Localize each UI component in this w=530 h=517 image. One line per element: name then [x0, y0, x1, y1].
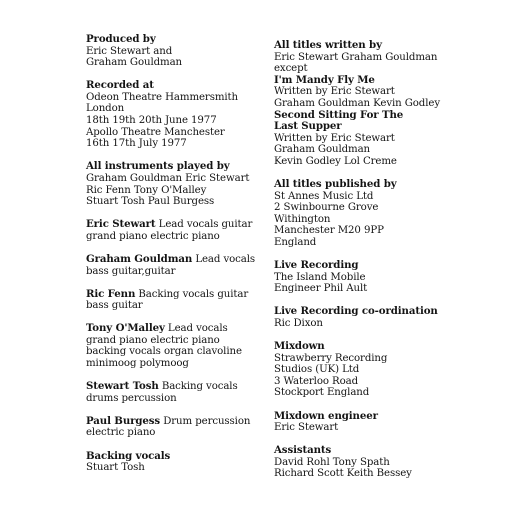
credit-line: Graham Gouldman	[86, 57, 183, 69]
credit-line: Eric Stewart Graham Gouldman	[274, 51, 438, 63]
credit-block-assistants	[274, 445, 514, 480]
credit-block-mixdown-engineer	[274, 411, 514, 434]
credit-block-coordination	[274, 306, 514, 329]
credit-block-tony-omalley	[86, 323, 286, 369]
credit-heading: Backing vocals	[86, 449, 171, 462]
credit-block-writers	[274, 40, 514, 168]
right-credits-column	[274, 40, 514, 480]
song-title: I'm Mandy Fly Me	[274, 73, 375, 86]
credit-line: bass guitar	[86, 300, 143, 312]
credit-line: electric piano	[86, 427, 156, 439]
musician-line	[86, 381, 286, 393]
musician-line	[86, 323, 286, 335]
credit-line: The Island Mobile	[274, 271, 366, 283]
credit-line: Studios (UK) Ltd	[274, 364, 360, 376]
credit-line: Stuart Tosh	[86, 462, 145, 474]
credit-heading: Live Recording	[274, 259, 359, 272]
musician-role: Lead vocals guitar	[155, 219, 253, 231]
credit-block-eric-stewart	[86, 219, 286, 242]
credit-line: 16th 17th July 1977	[86, 138, 187, 150]
musician-role: Lead vocals	[192, 253, 256, 265]
credit-line: Withington	[274, 213, 331, 225]
musician-name: Ric Fenn	[86, 287, 136, 300]
credit-line: Graham Gouldman Eric Stewart	[86, 172, 250, 184]
credit-heading: Produced by	[86, 33, 156, 45]
credit-line: 3 Waterloo Road	[274, 375, 359, 387]
credit-block-mixdown	[274, 341, 514, 399]
musician-line	[86, 416, 286, 428]
credit-line: Stuart Tosh Paul Burgess	[86, 196, 215, 208]
credit-line: except	[274, 63, 308, 75]
credit-line: Eric Stewart	[274, 422, 339, 434]
credit-line: Written by Eric Stewart	[274, 132, 395, 144]
credit-block-ric-fenn	[86, 289, 286, 312]
credit-heading: All titles written by	[274, 39, 382, 51]
credit-block-paul-burgess	[86, 416, 286, 439]
credit-block-backing-vocals	[86, 451, 286, 474]
credit-heading: Mixdown engineer	[274, 409, 378, 422]
credit-heading: Recorded at	[86, 79, 154, 92]
credit-line: backing vocals organ clavoline	[86, 346, 242, 358]
musician-name: Eric Stewart	[86, 218, 156, 231]
musician-role: Lead vocals	[164, 323, 228, 335]
credit-block-graham-gouldman	[86, 254, 286, 277]
credit-line: 18th 19th 20th June 1977	[86, 115, 217, 127]
credit-line: London	[86, 103, 125, 115]
credit-line: minimoog polymoog	[86, 358, 189, 370]
musician-name: Tony O'Malley	[86, 322, 165, 335]
musician-name: Paul Burgess	[86, 414, 161, 427]
musician-line	[86, 289, 286, 301]
credit-line: grand piano electric piano	[86, 334, 220, 346]
credit-line: grand piano electric piano	[86, 230, 220, 242]
credit-line: David Rohl Tony Spath	[274, 456, 390, 468]
credit-line: Richard Scott Keith Bessey	[274, 468, 412, 480]
credit-line: St Annes Music Ltd	[274, 190, 374, 202]
credit-line: Engineer Phil Ault	[274, 283, 368, 295]
credit-line: bass guitar,guitar	[86, 265, 176, 277]
credit-block-live-recording	[274, 260, 514, 295]
credit-line: Graham Gouldman Kevin Godley	[274, 97, 440, 109]
credit-line: Odeon Theatre Hammersmith	[86, 91, 239, 103]
credit-line: Ric Fenn Tony O'Malley	[86, 184, 207, 196]
credit-line: Strawberry Recording	[274, 352, 388, 364]
credit-line: drums percussion	[86, 392, 177, 404]
musician-line	[86, 219, 286, 231]
credit-heading: Live Recording co-ordination	[274, 305, 438, 318]
credit-line: Graham Gouldman	[274, 144, 371, 156]
musician-role: Drum percussion	[160, 415, 251, 427]
song-title: Second Sitting For The	[274, 108, 404, 121]
credit-block-instruments	[86, 161, 286, 207]
credit-heading: Assistants	[274, 444, 332, 457]
musician-role: Backing vocals	[158, 381, 238, 393]
credit-line: Kevin Godley Lol Creme	[274, 155, 397, 167]
credit-line: Written by Eric Stewart	[274, 86, 395, 98]
left-credits-column	[86, 34, 286, 474]
credit-line: Apollo Theatre Manchester	[86, 126, 225, 138]
credit-line: Ric Dixon	[274, 317, 323, 329]
musician-line	[86, 254, 286, 266]
credit-heading: Mixdown	[274, 340, 325, 353]
credit-block-recorded	[86, 80, 286, 150]
song-title: Last Supper	[274, 120, 342, 133]
credit-line: England	[274, 237, 317, 248]
credit-line: Manchester M20 9PP	[274, 225, 384, 237]
musician-role: Backing vocals guitar	[135, 288, 249, 300]
credit-block-published	[274, 179, 514, 249]
credit-line: Stockport England	[274, 387, 370, 399]
credit-line: Eric Stewart and	[86, 45, 173, 57]
credit-heading: All instruments played by	[86, 160, 230, 173]
musician-name: Graham Gouldman	[86, 252, 193, 265]
credit-heading: All titles published by	[274, 178, 397, 191]
credit-block-produced	[86, 34, 286, 69]
credit-line: 2 Swinbourne Grove	[274, 202, 379, 214]
credit-block-stewart-tosh	[86, 381, 286, 404]
musician-name: Stewart Tosh	[86, 380, 159, 393]
